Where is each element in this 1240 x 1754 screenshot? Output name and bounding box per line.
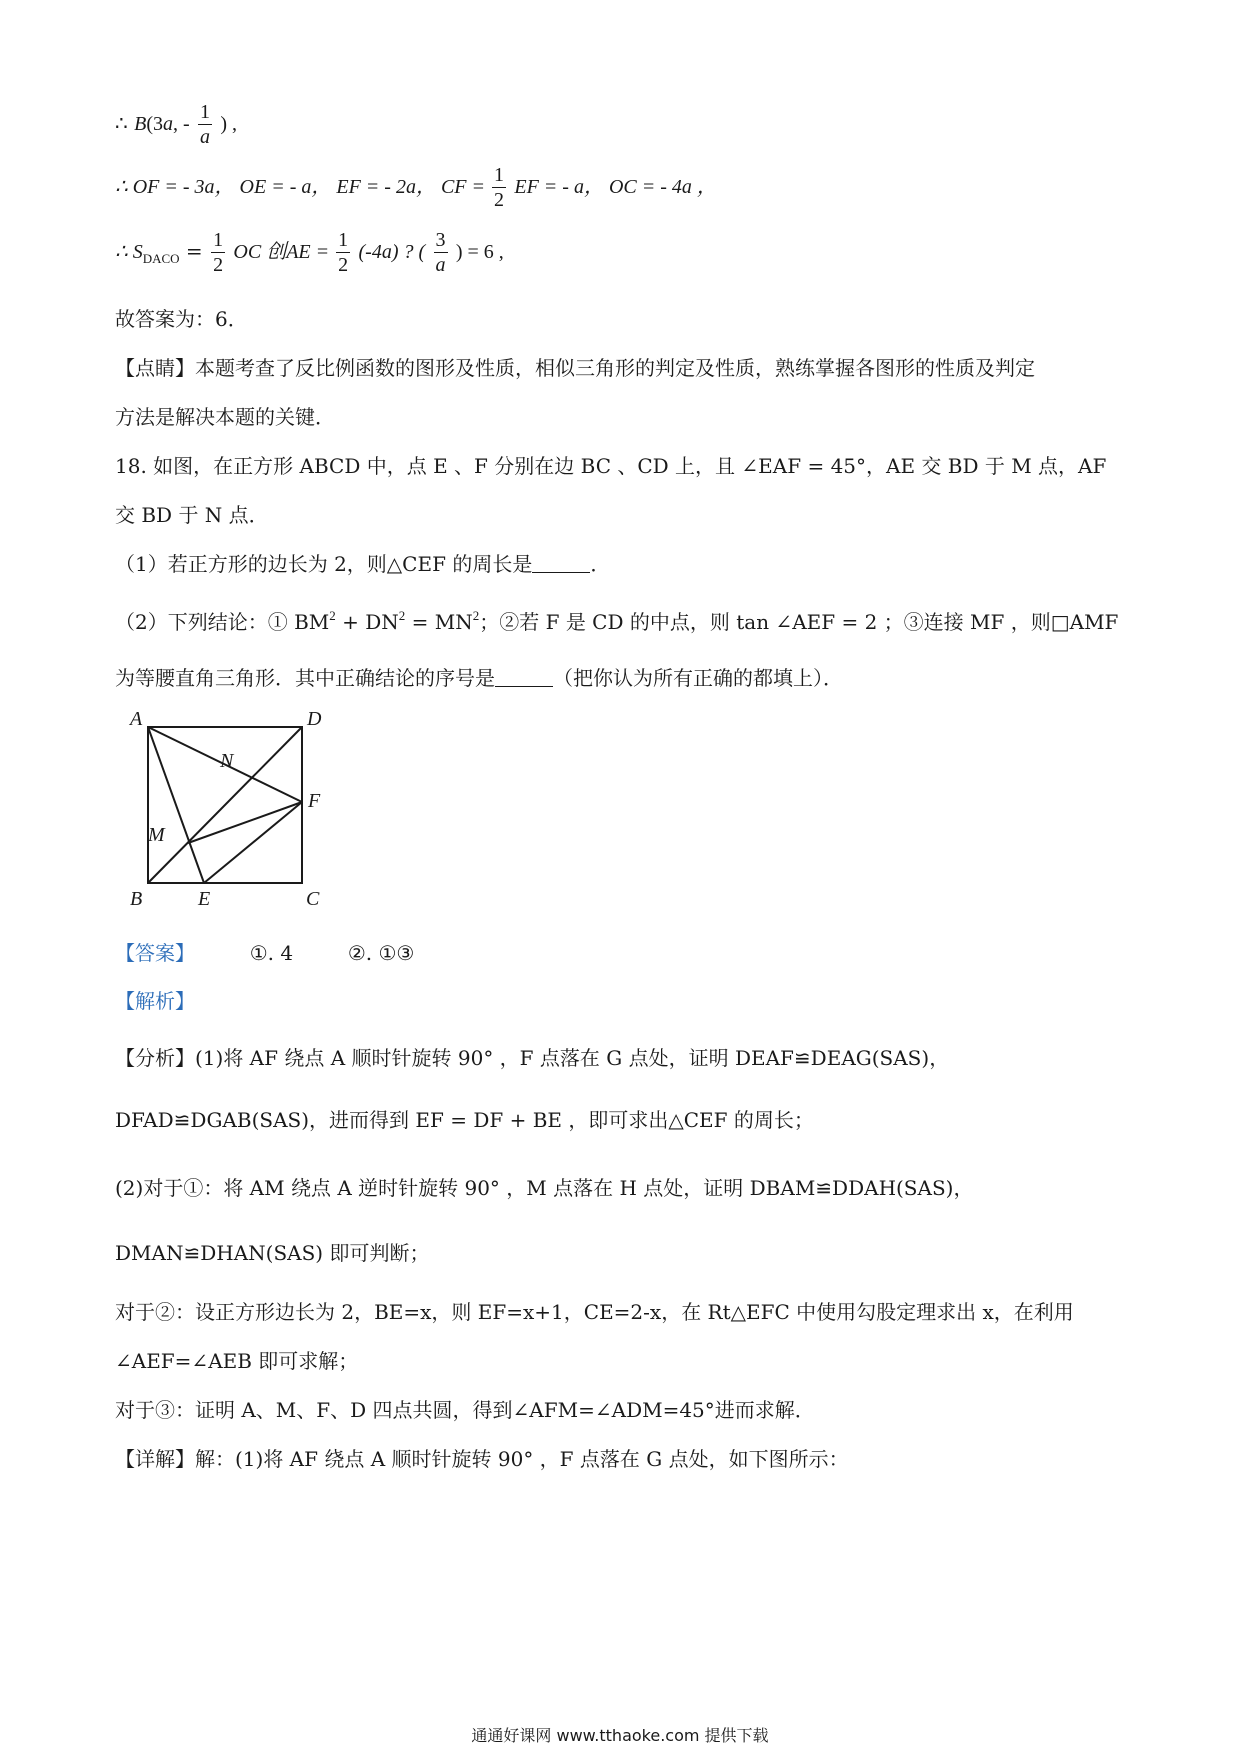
question-18-line-2: 交 BD 于 N 点．	[115, 503, 269, 527]
label-b: B	[130, 888, 143, 910]
question-18-part-1: （1）若正方形的边长为 2，则△CEF 的周长是 ．	[115, 552, 611, 576]
analysis-line-6: ∠AEF=∠AEB 即可求解；	[115, 1349, 359, 1373]
analysis-line-7: 对于③：证明 A、M、F、D 四点共圆，得到∠AFM=∠ADM=45°进而求解．	[115, 1398, 815, 1422]
question-18-line-1: 18. 如图，在正方形 ABCD 中，点 E 、F 分别在边 BC 、CD 上，且 ∠EAF = 45°，AE 交 BD 于 M 点，AF	[115, 454, 1107, 478]
square-geometry-figure	[120, 705, 340, 915]
fraction: $\frac{1}{2}$	[213, 229, 224, 276]
analysis-line-5: 对于②：设正方形边长为 2，BE=x，则 EF=x+1，CE=2-x，在 Rt△EFC 中使用勾股定理求出 x，在利用	[115, 1300, 1074, 1324]
fraction: $\frac{1}{2}$	[494, 164, 504, 211]
analysis-heading: 【解析】	[115, 989, 195, 1013]
segment-ef	[204, 802, 302, 883]
label-m: M	[148, 824, 165, 846]
answer-row: 【答案】 ①. 4 ②. ①③	[115, 941, 415, 965]
comment-line-1: 【点睛】本题考查了反比例函数的图形及性质，相似三角形的判定及性质，熟练掌握各图形的性质及判定	[115, 356, 1035, 380]
question-18-part-2: （2）下列结论：① $BM^2 + DN^2 = MN^2$；②若 F 是 CD 的中点，则 tan ∠AEF = 2 ；③连接 MF ，则□AMF	[115, 608, 1119, 634]
label-n: N	[220, 750, 234, 772]
answer-blank	[532, 554, 590, 573]
label-e: E	[198, 888, 211, 910]
label-c: C	[306, 888, 320, 910]
question-18-part-2-cont: 为等腰直角三角形．其中正确结论的序号是 （把你认为所有正确的都填上）．	[115, 666, 843, 690]
derivation-line-2: ∴ OF = - 3a， OE = - a， EF = - 2a， CF = $\frac{1}{2}$ EF = - a， OC = - 4a ，	[115, 164, 717, 211]
segment-mf	[188, 802, 302, 843]
detailed-solution-line: 【详解】解：(1)将 AF 绕点 A 顺时针旋转 90° ，F 点落在 G 点处，如下图所示：	[115, 1447, 849, 1471]
analysis-line-1: 【分析】(1)将 AF 绕点 A 顺时针旋转 90° ，F 点落在 G 点处，证明 DEAF≌DEAG(SAS)，	[115, 1046, 950, 1070]
fraction: $\frac{1}{a}$	[200, 101, 211, 148]
label-a: A	[130, 708, 143, 730]
answer-blank	[495, 668, 553, 687]
analysis-line-3: (2)对于①：将 AM 绕点 A 逆时针旋转 90° ，M 点落在 H 点处，证明 DBAM≌DDAH(SAS)，	[115, 1176, 974, 1200]
label-d: D	[307, 708, 322, 730]
answer-text: 故答案为：6．	[115, 307, 248, 331]
page-footer: 通通好课网 www.tthaoke.com 提供下载	[471, 1726, 769, 1745]
label-f: F	[308, 790, 321, 812]
fraction: $\frac{1}{2}$	[338, 229, 349, 276]
analysis-line-2: DFAD≌DGAB(SAS)，进而得到 EF = DF + BE ，即可求出△CEF 的周长；	[115, 1108, 814, 1132]
comment-line-2: 方法是解决本题的关键．	[115, 405, 335, 429]
derivation-line-1: ∴ B(3a, - $\frac{1}{a}$ ) ,	[115, 101, 238, 148]
analysis-line-4: DMAN≌DHAN(SAS) 即可判断；	[115, 1241, 430, 1265]
fraction: $\frac{3}{a}$	[435, 229, 446, 276]
derivation-line-3: ∴ $S_{DACO}$ = $\frac{1}{2}$ OC 创AE = $\frac{1}{2}$ (-4a) ? ( $\frac{3}{a}$ ) = 6 ,	[115, 229, 504, 276]
